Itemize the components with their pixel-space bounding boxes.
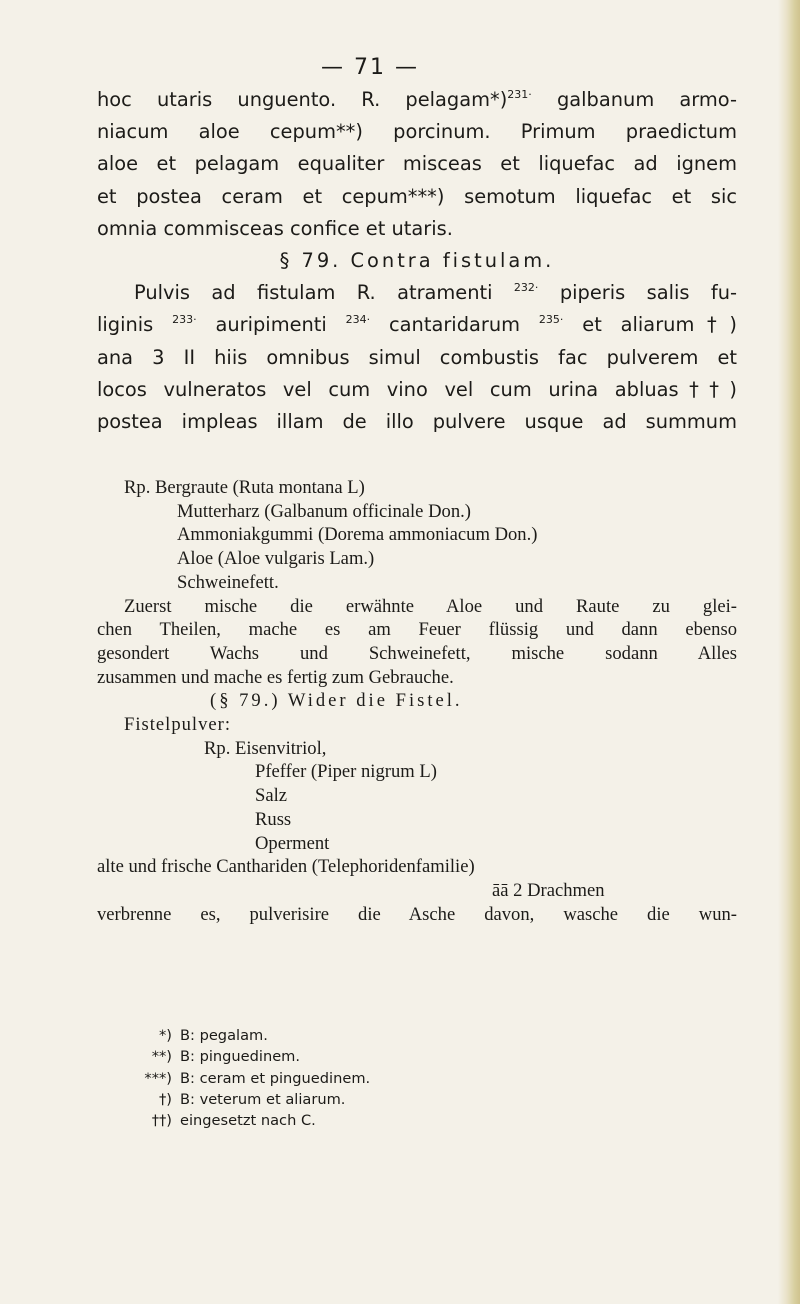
footnote — [132, 1046, 692, 1067]
latin-line: niacum aloe cepum**) porcinum. Primum praedictum — [97, 120, 737, 144]
footnotes — [132, 1025, 692, 1131]
page-edge — [778, 0, 800, 1304]
footnote-mark: †) — [159, 1090, 172, 1108]
page-number: — 71 — — [321, 55, 419, 80]
dosage-line: āā 2 Drachmen — [492, 879, 605, 901]
latin-line: ana 3 II hiis omnibus simul combustis fac pulverem et — [97, 345, 737, 369]
footnote-text: B: veterum et aliarum. — [180, 1090, 346, 1108]
recipe-line: Rp. Eisenvitriol, — [204, 737, 327, 759]
footnote — [132, 1110, 692, 1131]
latin-line-text: galbanum armo- — [531, 88, 738, 111]
latin-line — [97, 277, 737, 309]
ingredient-line: Mutterharz (Galbanum officinale Don.) — [177, 500, 471, 522]
footnote-mark: ††) — [151, 1112, 172, 1130]
latin-line — [97, 84, 737, 116]
reference-number: 231· — [507, 88, 532, 101]
latin-line-text: auripimenti — [196, 313, 346, 337]
footnote-text: B: pegalam. — [180, 1027, 268, 1044]
german-line: verbrenne es, pulverisire die Asche davon, wasche die wun- — [97, 903, 737, 925]
recipe-line: Rp. Bergraute (Ruta montana L) — [124, 477, 365, 498]
ingredient-line: Operment — [255, 832, 330, 854]
footnote-mark: ***) — [144, 1069, 172, 1087]
latin-line — [97, 309, 737, 341]
latin-line-text: Pulvis ad fistulam R. atramenti — [134, 281, 514, 305]
german-line: alte und frische Canthariden (Telephoridenfamilie) — [97, 856, 475, 878]
footnote — [132, 1068, 692, 1089]
footnote-text: eingesetzt nach C. — [180, 1112, 316, 1130]
footnote — [132, 1089, 692, 1110]
latin-line: et postea ceram et cepum***) semotum liquefac et sic — [97, 184, 737, 208]
section-heading-text: (§ 79.) Wider die Fistel. — [210, 690, 463, 712]
latin-line: locos vulneratos vel cum vino vel cum urina abluas††) — [97, 377, 737, 401]
footnote-text: B: ceram et pinguedinem. — [180, 1069, 371, 1087]
footnote-separator — [97, 1014, 737, 1015]
ingredient-line: Schweinefett. — [177, 571, 279, 593]
ingredient-line: Pfeffer (Piper nigrum L) — [255, 761, 437, 783]
ingredient-line: Russ — [255, 808, 292, 830]
german-line: gesondert Wachs und Schweinefett, mische sodann Alles — [97, 642, 737, 664]
german-line: Zuerst mische die erwähnte Aloe und Raute zu glei- — [124, 595, 737, 617]
footnote-text: B: pinguedinem. — [180, 1048, 301, 1066]
german-line: chen Theilen, mache es am Feuer flüssig und dann ebenso — [97, 619, 737, 641]
latin-line: aloe et pelagam equaliter misceas et liquefac ad ignem — [97, 152, 737, 176]
ingredient-line: Ammoniakgummi (Dorema ammoniacum Don.) — [177, 524, 538, 546]
ingredient-line: Salz — [255, 785, 288, 807]
latin-line: postea impleas illam de illo pulvere usque ad summum — [97, 410, 737, 434]
section-heading-latin: § 79. Contra fistulam. — [279, 249, 555, 273]
reference-number: 233· — [172, 313, 197, 327]
latin-line-text: et aliarum†) — [563, 313, 737, 337]
footnote-mark: **) — [151, 1048, 172, 1066]
latin-line-text: piperis salis fu- — [538, 281, 737, 305]
german-line: zusammen und mache es fertig zum Gebrauche. — [97, 666, 454, 688]
subheading-fistelpulver: Fistelpulver: — [124, 714, 231, 736]
ingredient-line: Aloe (Aloe vulgaris Lam.) — [177, 548, 375, 570]
section-heading-german — [97, 689, 737, 713]
latin-line: omnia commisceas confice et utaris. — [97, 216, 453, 240]
footnote-mark: *) — [159, 1027, 172, 1044]
latin-line-text: cantaridarum — [370, 313, 539, 337]
reference-number: 232· — [513, 281, 539, 295]
latin-text-block — [97, 84, 737, 438]
footnote — [132, 1025, 692, 1046]
reference-number: 235· — [538, 313, 564, 327]
reference-number: 234· — [345, 313, 371, 327]
latin-line-text: hoc utaris unguento. R. pelagam*) — [97, 88, 508, 111]
latin-line-text: liginis — [97, 313, 173, 337]
german-text-block — [97, 476, 737, 926]
